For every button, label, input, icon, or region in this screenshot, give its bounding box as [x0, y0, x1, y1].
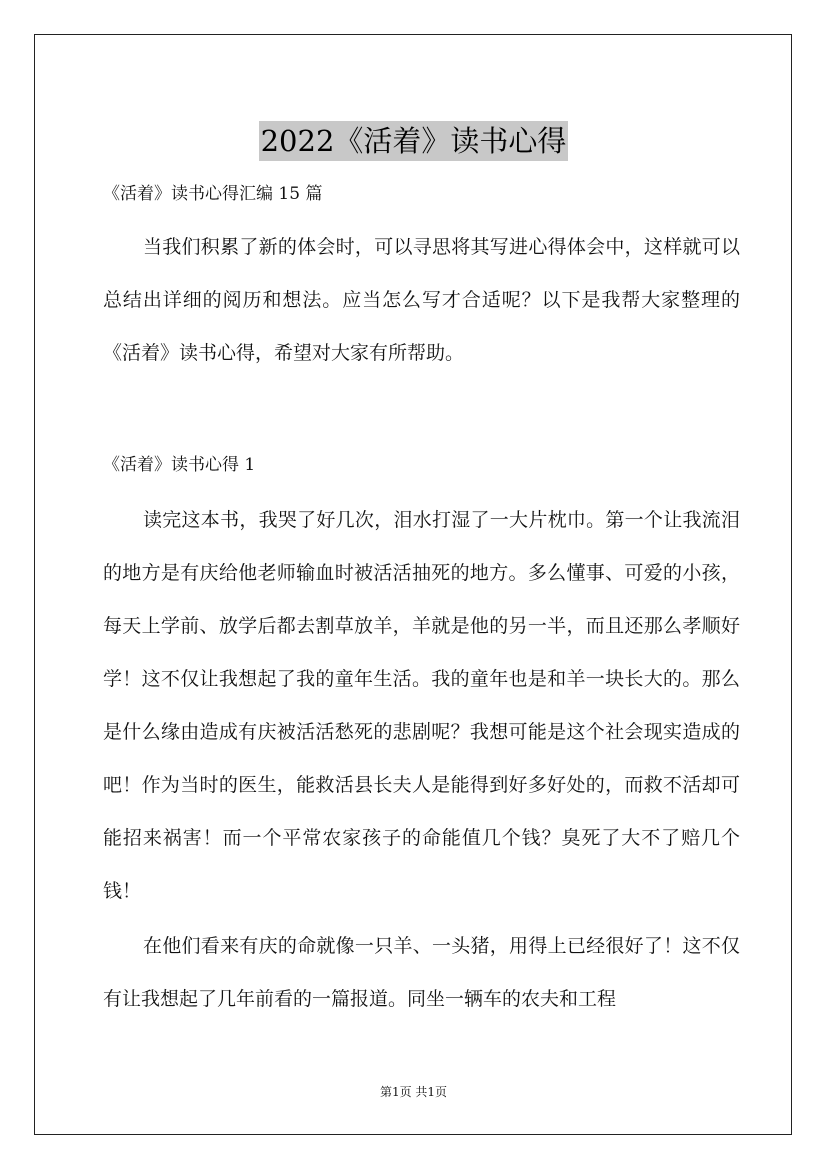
intro-paragraph: 当我们积累了新的体会时，可以寻思将其写进心得体会中，这样就可以总结出详细的阅历和想法。应当怎么写才合适呢？以下是我帮大家整理的《活着》读书心得，希望对大家有所帮助。 — [103, 236, 740, 364]
body-paragraph-1: 读完这本书，我哭了好几次，泪水打湿了一大片枕巾。第一个让我流泪的地方是有庆给他老师输血时被活活抽死的地方。多么懂事、可爱的小孩，每天上学前、放学后都去割草放羊，羊就是他的另一半，而且还那么孝顺好学！这不仅让我想起了我的童年生活。我的童年也是和羊一块长大的。那么是什么缘由造成有庆被活活愁死的悲剧呢？我想可能是这个社会现实造成的吧！作为当时的医生，能救活县长夫人是能得到好多好处的，而救不活却可能招来祸害！而一个平常农家孩子的命能值几个钱？臭死了大不了赔几个钱！ — [103, 509, 740, 902]
document-title: 2022《活着》读书心得 — [259, 121, 569, 161]
page-footer: 第1页 共1页 — [379, 1085, 448, 1099]
title-container — [0, 102, 827, 181]
body-paragraph-2: 在他们看来有庆的命就像一只羊、一头猪，用得上已经很好了！这不仅有让我想起了几年前看的一篇报道。同坐一辆车的农夫和工程 — [103, 935, 740, 1010]
section-heading: 《活着》读书心得 1 — [103, 455, 256, 475]
document-subtitle: 《活着》读书心得汇编 15 篇 — [103, 184, 323, 204]
